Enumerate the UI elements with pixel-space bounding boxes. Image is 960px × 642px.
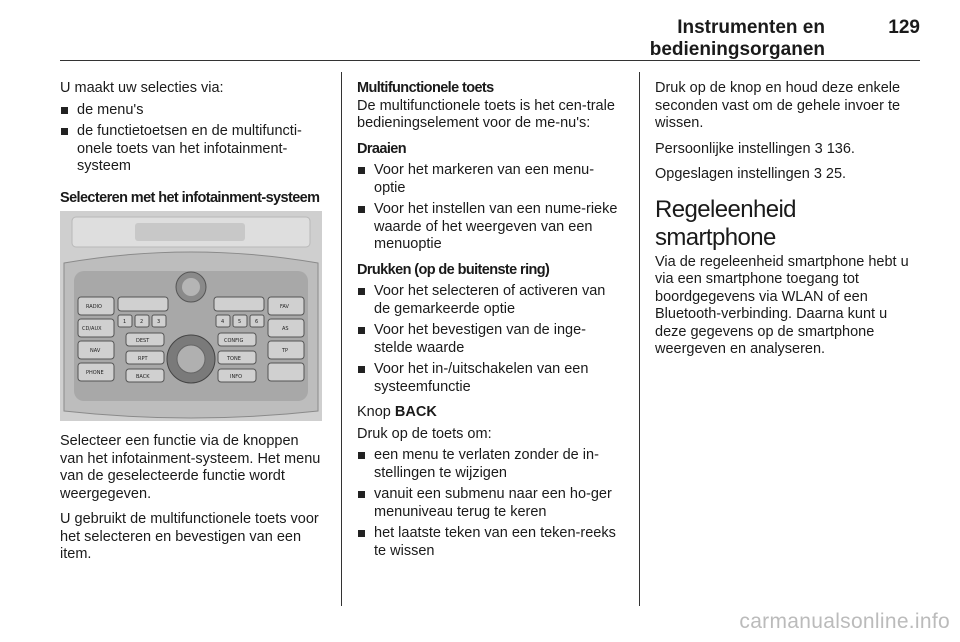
list-item: Voor het selecteren of activeren van de gemarkeerde optie	[357, 283, 623, 318]
body-paragraph: De multifunctionele toets is het cen-trale bedieningselement voor de me-nu's:	[357, 97, 615, 131]
body-paragraph: U gebruikt de multifunctionele toets voor het selecteren en bevestigen van een item.	[60, 511, 319, 562]
back-button-label: BACK	[136, 374, 150, 380]
body-paragraph: Via de regeleenheid smartphone hebt u via een smartphone toegang tot boordgegevens via WLAN of een Bluetooth-verbinding. Daarna kunt u deze gegevens op de smartphone weergeven en analyseren.	[655, 253, 909, 357]
preset-6-label: 6	[255, 319, 259, 325]
preset-3-label: 3	[157, 319, 161, 325]
page-number: 129	[888, 17, 920, 38]
info-button-label: INFO	[230, 374, 243, 380]
preset-2-label: 2	[140, 319, 144, 325]
body-paragraph: Selecteer een functie via de knoppen van het infotainment-systeem. Het menu van de geselecteerde functie wordt weergegeven.	[60, 433, 321, 502]
reference-text: Opgeslagen instellingen	[655, 166, 814, 182]
column-2	[357, 80, 623, 568]
list-item: de functietoetsen en de multifuncti-onele toets van het infotainment-systeem	[60, 123, 326, 176]
body-paragraph: Druk op de knop en houd deze enkele seconden vast om de gehele invoer te wissen.	[655, 80, 901, 131]
phone-button-label: PHONE	[86, 370, 104, 376]
infotainment-panel-image	[60, 211, 322, 421]
column-divider-1	[341, 72, 342, 606]
page-title: Instrumenten en bedieningsorganen	[649, 17, 825, 60]
list-item: het laatste teken van een teken-reeks te wissen	[357, 525, 623, 560]
list-item: de menu's	[60, 102, 326, 120]
page-reference-icon: 3	[813, 166, 822, 182]
press-list	[357, 283, 623, 396]
config-button-label: CONFIG	[224, 338, 244, 344]
column-divider-2	[639, 72, 640, 606]
subheading: Drukken (op de buitenste ring)	[357, 261, 550, 278]
nav-button-label: NAV	[90, 348, 101, 354]
rotate-list	[357, 162, 623, 254]
column-1	[60, 80, 326, 572]
back-list	[357, 447, 623, 560]
as-button-label: AS	[282, 326, 289, 332]
tone-button-label: TONE	[227, 356, 241, 362]
body-paragraph: Druk op de toets om:	[357, 425, 492, 442]
column-3	[655, 80, 921, 367]
list-item: Voor het in-/uitschakelen van een systeemfunctie	[357, 361, 623, 396]
cross-reference	[655, 141, 921, 159]
back-key-name: BACK	[394, 404, 437, 420]
fav-button-label: FAV	[280, 304, 289, 310]
preset-1-label: 1	[123, 319, 127, 325]
knop-line	[357, 404, 623, 422]
list-item: Voor het instellen van een nume-rieke waarde of het weergeven van een menuoptie	[357, 201, 623, 254]
knop-prefix: Knop	[357, 404, 395, 420]
preset-5-label: 5	[238, 319, 242, 325]
preset-4-label: 4	[221, 319, 225, 325]
cdaux-button-label: CD/AUX	[82, 326, 102, 332]
list-item: vanuit een submenu naar een ho-ger menuniveau terug te keren	[357, 486, 623, 521]
list-item: Voor het bevestigen van de inge-stelde waarde	[357, 322, 623, 357]
intro-text: U maakt uw selecties via:	[60, 80, 224, 96]
list-item: een menu te verlaten zonder de in-stellingen te wijzigen	[357, 447, 623, 482]
list-item: Voor het markeren van een menu-optie	[357, 162, 623, 197]
rpt-button-label: RPT	[138, 356, 148, 362]
page-reference-icon: 3	[814, 140, 823, 157]
page-header	[0, 0, 960, 60]
dest-button-label: DEST	[136, 338, 150, 344]
radio-button-label: RADIO	[86, 304, 102, 310]
cross-reference	[655, 166, 921, 184]
watermark: carmanualsonline.info	[739, 610, 950, 633]
section-title: Regeleenheid smartphone	[655, 195, 796, 251]
section-heading: Selecteren met het infotainment-systeem	[60, 189, 320, 206]
section-heading: Multifunctionele toets	[357, 80, 494, 96]
subheading: Draaien	[357, 140, 406, 157]
reference-page: 25.	[821, 166, 847, 182]
tp-button-label: TP	[282, 348, 289, 354]
reference-page: 136.	[822, 140, 855, 157]
selection-list	[60, 102, 326, 176]
reference-text: Persoonlijke instellingen	[655, 140, 815, 157]
header-rule	[60, 60, 920, 61]
